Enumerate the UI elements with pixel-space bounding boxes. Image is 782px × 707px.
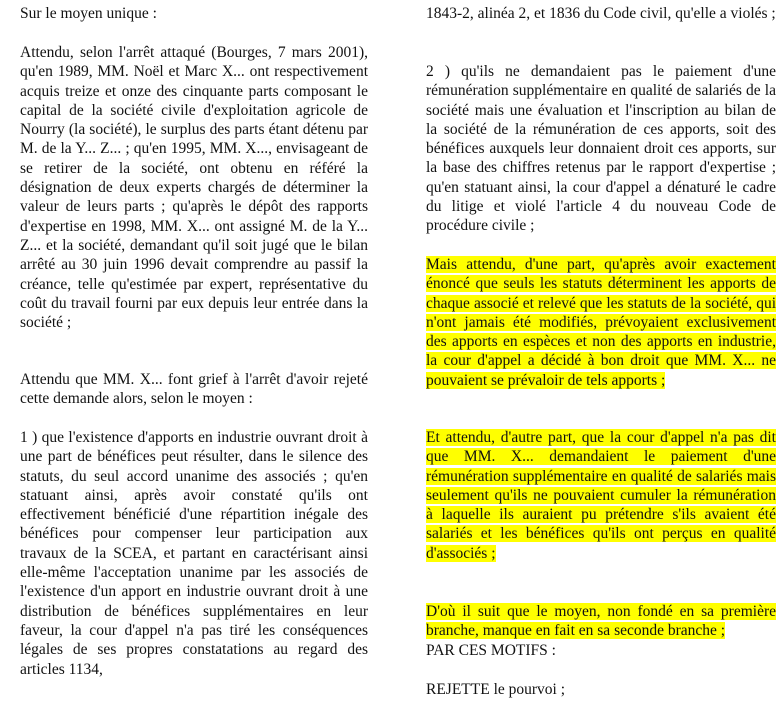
highlight-mark: Et attendu, d'autre part, que la cour d'appel n'a pas dit que MM. X... demandaient le paiement d'une rémunération supplémentaire en qualité de salariés mais seulement qu'ils ne pouvaient cumuler la rémunération à laquelle ils auraient pu prétendre s'ils avaient été salariés et les bénéfices qu'ils ont perçus en qualité d'associés ;: [426, 429, 776, 562]
section-heading: Sur le moyen unique :: [20, 5, 157, 22]
highlight-mark: D'où il suit que le moyen, non fondé en sa première branche, manque en fait en sa seconde branche ;: [426, 603, 776, 640]
highlight-mark: Mais attendu, d'une part, qu'après avoir exactement énoncé que seuls les statuts déterminent les apports de chaque associé et relevé que les statuts de la société, qui n'ont jamais été modifiés, prévoyaient exclusivement des apports en espèces et non des apports en industrie, la cour d'appel a décidé à bon droit que MM. X... ne pouvaient se prévaloir de tels apports ;: [426, 256, 776, 389]
paragraph-grievance: Attendu que MM. X... font grief à l'arrêt d'avoir rejeté cette demande alors, selon le moyen :: [20, 371, 368, 408]
ruling-text: REJETTE le pourvoi ;: [426, 681, 566, 698]
motifs-heading: PAR CES MOTIFS :: [426, 642, 556, 659]
paragraph-facts: Attendu, selon l'arrêt attaqué (Bourges, 7 mars 2001), qu'en 1989, MM. Noël et Marc X... ont respectivement acquis treize et onze des cinquante parts composant le capital de la société civile d'exploitation agricole de Nourry (la société), le surplus des parts étant détenu par M. de la Y... Z... ; qu'en 1995, MM. X..., envisageant de se retirer de la société, ont obtenu en référé la désignation de deux experts chargés de déterminer la valeur de leurs parts ; qu'après le dépôt des rapports d'expertise en 1998, MM. X... ont assigné M. de la Y... Z... et la société, demandant qu'il soit jugé que le bilan arrêté au 30 juin 1996 devait comprendre au passif la créance, telle qu'estimée par expert, représentative du coût du travail fourni par eux depuis leur entrée dans la société ;: [20, 44, 368, 332]
highlighted-paragraph-conclusion: [426, 602, 776, 641]
highlighted-paragraph-second-answer: [426, 428, 776, 563]
highlighted-paragraph-first-answer: [426, 255, 776, 390]
paragraph-second-branch: 2 ) qu'ils ne demandaient pas le paiement d'une rémunération supplémentaire en qualité de salariés de la société mais une évaluation et l'inscription au bilan de la société de la rémunération de ces apports, soit des bénéfices auxquels leur donnaient droit ces apports, sur la base des chiffres retenus par le rapport d'expertise ; qu'en statuant ainsi, la cour d'appel a dénaturé le cadre du litige et violé l'article 4 du nouveau Code de procédure civile ;: [426, 63, 776, 235]
paragraph-first-branch: 1 ) que l'existence d'apports en industrie ouvrant droit à une part de bénéfices peut résulter, dans le silence des statuts, du seul accord unanime des associés ; qu'en statuant ainsi, après avoir constaté qu'ils ont effectivement bénéficié d'une répartition inégale des bénéfices pour compenser leur participation aux travaux de la SCEA, et partant en caractérisant ainsi elle-même l'acceptation unanime par les associés de l'existence d'un apport en industrie ouvrant droit à une distribution de bénéfices supplémentaires en leur faveur, la cour d'appel n'a pas tiré les conséquences légales de ses propres constatations au regard des articles 1134,: [20, 429, 368, 678]
paragraph-first-branch-continued: 1843-2, alinéa 2, et 1836 du Code civil, qu'elle a violés ;: [426, 5, 776, 22]
